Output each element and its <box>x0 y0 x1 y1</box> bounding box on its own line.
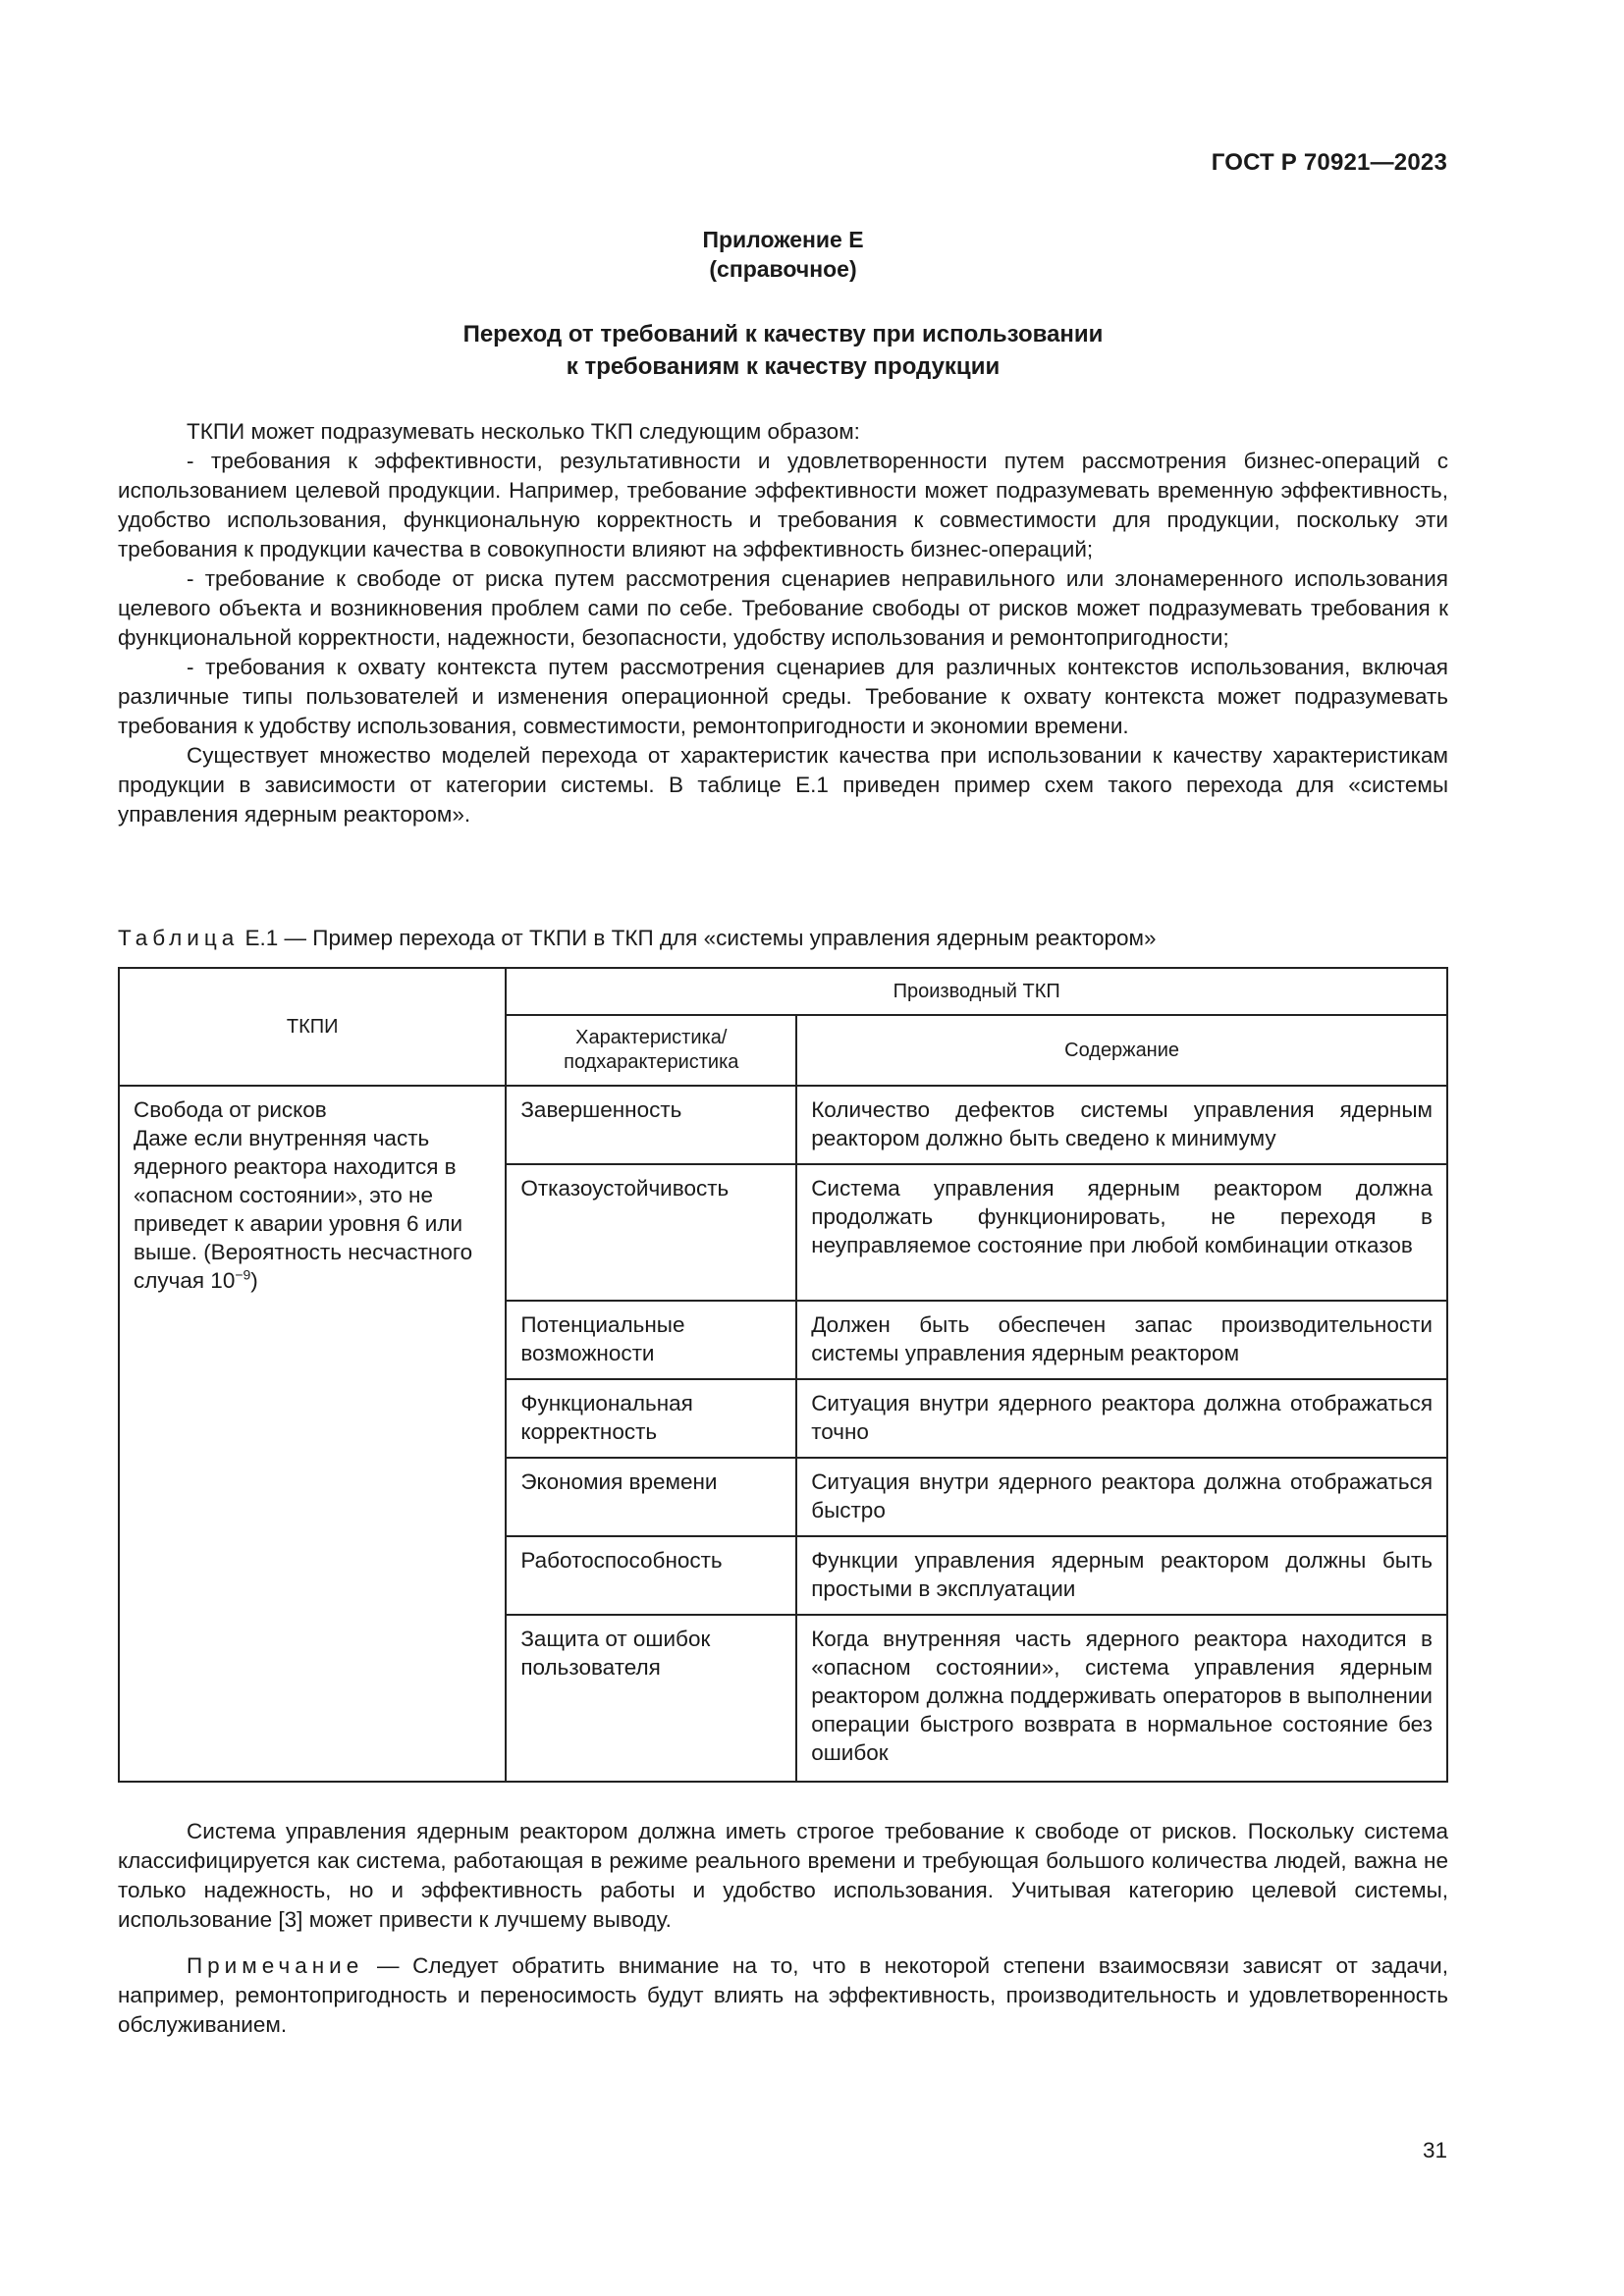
table-row <box>119 1086 1447 1164</box>
standard-code: ГОСТ Р 70921—2023 <box>1211 149 1447 176</box>
content-cell: Система управления ядерным реактором должна продолжать функционировать, не переходя в неуправляемое состояние при любой комбинации отказов <box>796 1164 1447 1301</box>
header-characteristic-line2: подхарактеристика <box>564 1051 739 1073</box>
title-line-1: Переход от требований к качеству при использовании <box>462 321 1104 347</box>
header-characteristic <box>506 1015 796 1086</box>
conclusion-section <box>118 1817 1448 1935</box>
characteristic-cell: Защита от ошибок пользователя <box>506 1615 796 1782</box>
content-cell: Функции управления ядерным реактором должны быть простыми в эксплуатации <box>796 1536 1447 1615</box>
intro-lead: ТКПИ может подразумевать несколько ТКП следующим образом: <box>187 419 860 444</box>
content-cell: Ситуация внутри ядерного реактора должна отображаться быстро <box>796 1458 1447 1536</box>
intro-item-2: - требование к свободе от риска путем рассмотрения сценариев неправильного или злонамеренного использования целевого объекта и возникновения проблем сами по себе. Требование свободы от рисков может подразумевать требования к функциональной корректности, надежности, безопасности, удобству использования и ремонтопригодности; <box>118 566 1448 650</box>
header-characteristic-line1: Характеристика/ <box>575 1027 728 1048</box>
appendix-type: (справочное) <box>709 256 857 282</box>
tkpi-close: ) <box>250 1268 258 1293</box>
tkpi-title: Свобода от рисков <box>134 1097 327 1122</box>
header-derived: Производный ТКП <box>506 968 1447 1015</box>
content-cell: Ситуация внутри ядерного реактора должна отображаться точно <box>796 1379 1447 1458</box>
tkpi-cell <box>119 1086 506 1782</box>
appendix-label: Приложение Е <box>702 227 864 252</box>
note-text: — Следует обратить внимание на то, что в некоторой степени взаимосвязи зависят от задачи, например, ремонтопригодность и переносимость будут влиять на эффективность, производительность и удовлетворенность обслуживанием. <box>118 1953 1448 2037</box>
page-number: 31 <box>1422 2138 1447 2163</box>
intro-section <box>118 417 1448 829</box>
appendix-heading <box>118 225 1448 284</box>
table-caption <box>118 924 1156 953</box>
note-paragraph <box>118 1951 1448 2040</box>
characteristic-cell: Потенциальные возможности <box>506 1301 796 1379</box>
content-cell: Когда внутренняя часть ядерного реактора находится в «опасном состоянии», система управления ядерным реактором должна поддерживать операторов в выполнении операции быстрого возврата в нормальное состояние без ошибок <box>796 1615 1447 1782</box>
content-cell: Количество дефектов системы управления ядерным реактором должно быть сведено к минимуму <box>796 1086 1447 1164</box>
title-line-2: к требованиям к качеству продукции <box>566 353 1001 380</box>
tkpi-description <box>134 1124 491 1295</box>
table-caption-label: Таблица <box>118 926 240 950</box>
note-section <box>118 1951 1448 2040</box>
characteristic-cell: Отказоустойчивость <box>506 1164 796 1301</box>
characteristic-cell: Экономия времени <box>506 1458 796 1536</box>
header-content: Содержание <box>796 1015 1447 1086</box>
intro-item-3: - требования к охвату контекста путем рассмотрения сценариев для различных контекстов использования, включая различные типы пользователей и изменения операционной среды. Требование к охвату контекста может подразумевать требования к удобству использования, совместимости, ремонтопригодности и экономии времени. <box>118 655 1448 738</box>
intro-closing: Существует множество моделей перехода от характеристик качества при использовании к качеству характеристикам продукции в зависимости от категории системы. В таблице Е.1 приведен пример схем такого перехода для «системы управления ядерным реактором». <box>118 743 1448 827</box>
tkpi-exponent: −9 <box>235 1266 251 1283</box>
content-cell: Должен быть обеспечен запас производительности системы управления ядерным реактором <box>796 1301 1447 1379</box>
characteristic-cell: Функциональная корректность <box>506 1379 796 1458</box>
intro-item-1: - требования к эффективности, результативности и удовлетворенности путем рассмотрения бизнес-операций с использованием целевой продукции. Например, требование эффективности может подразумевать временную эффективность, удобство использования, функциональную корректность и требования к совместимости для продукции, поскольку эти требования к продукции качества в совокупности влияют на эффективность бизнес-операций; <box>118 449 1448 561</box>
note-label: Примечание <box>187 1953 364 1978</box>
table-caption-text: Е.1 — Пример перехода от ТКПИ в ТКП для «системы управления ядерным реактором» <box>244 926 1157 950</box>
transition-table <box>118 967 1448 1783</box>
tkpi-text: Даже если внутренняя часть ядерного реактора находится в «опасном состоянии», это не приведет к аварии уровня 6 или выше. (Вероятность несчастного случая 10 <box>134 1126 473 1293</box>
characteristic-cell: Завершенность <box>506 1086 796 1164</box>
conclusion-paragraph: Система управления ядерным реактором должна иметь строгое требование к свободе от рисков. Поскольку система классифицируется как система, работающая в режиме реального времени и требующая большого количества людей, важна не только надежность, но и эффективность работы и удобство использования. Учитывая категорию целевой системы, использование [3] может привести к лучшему выводу. <box>118 1819 1448 1932</box>
characteristic-cell: Работоспособность <box>506 1536 796 1615</box>
header-tkpi: ТКПИ <box>119 968 506 1086</box>
page-title <box>118 318 1448 383</box>
